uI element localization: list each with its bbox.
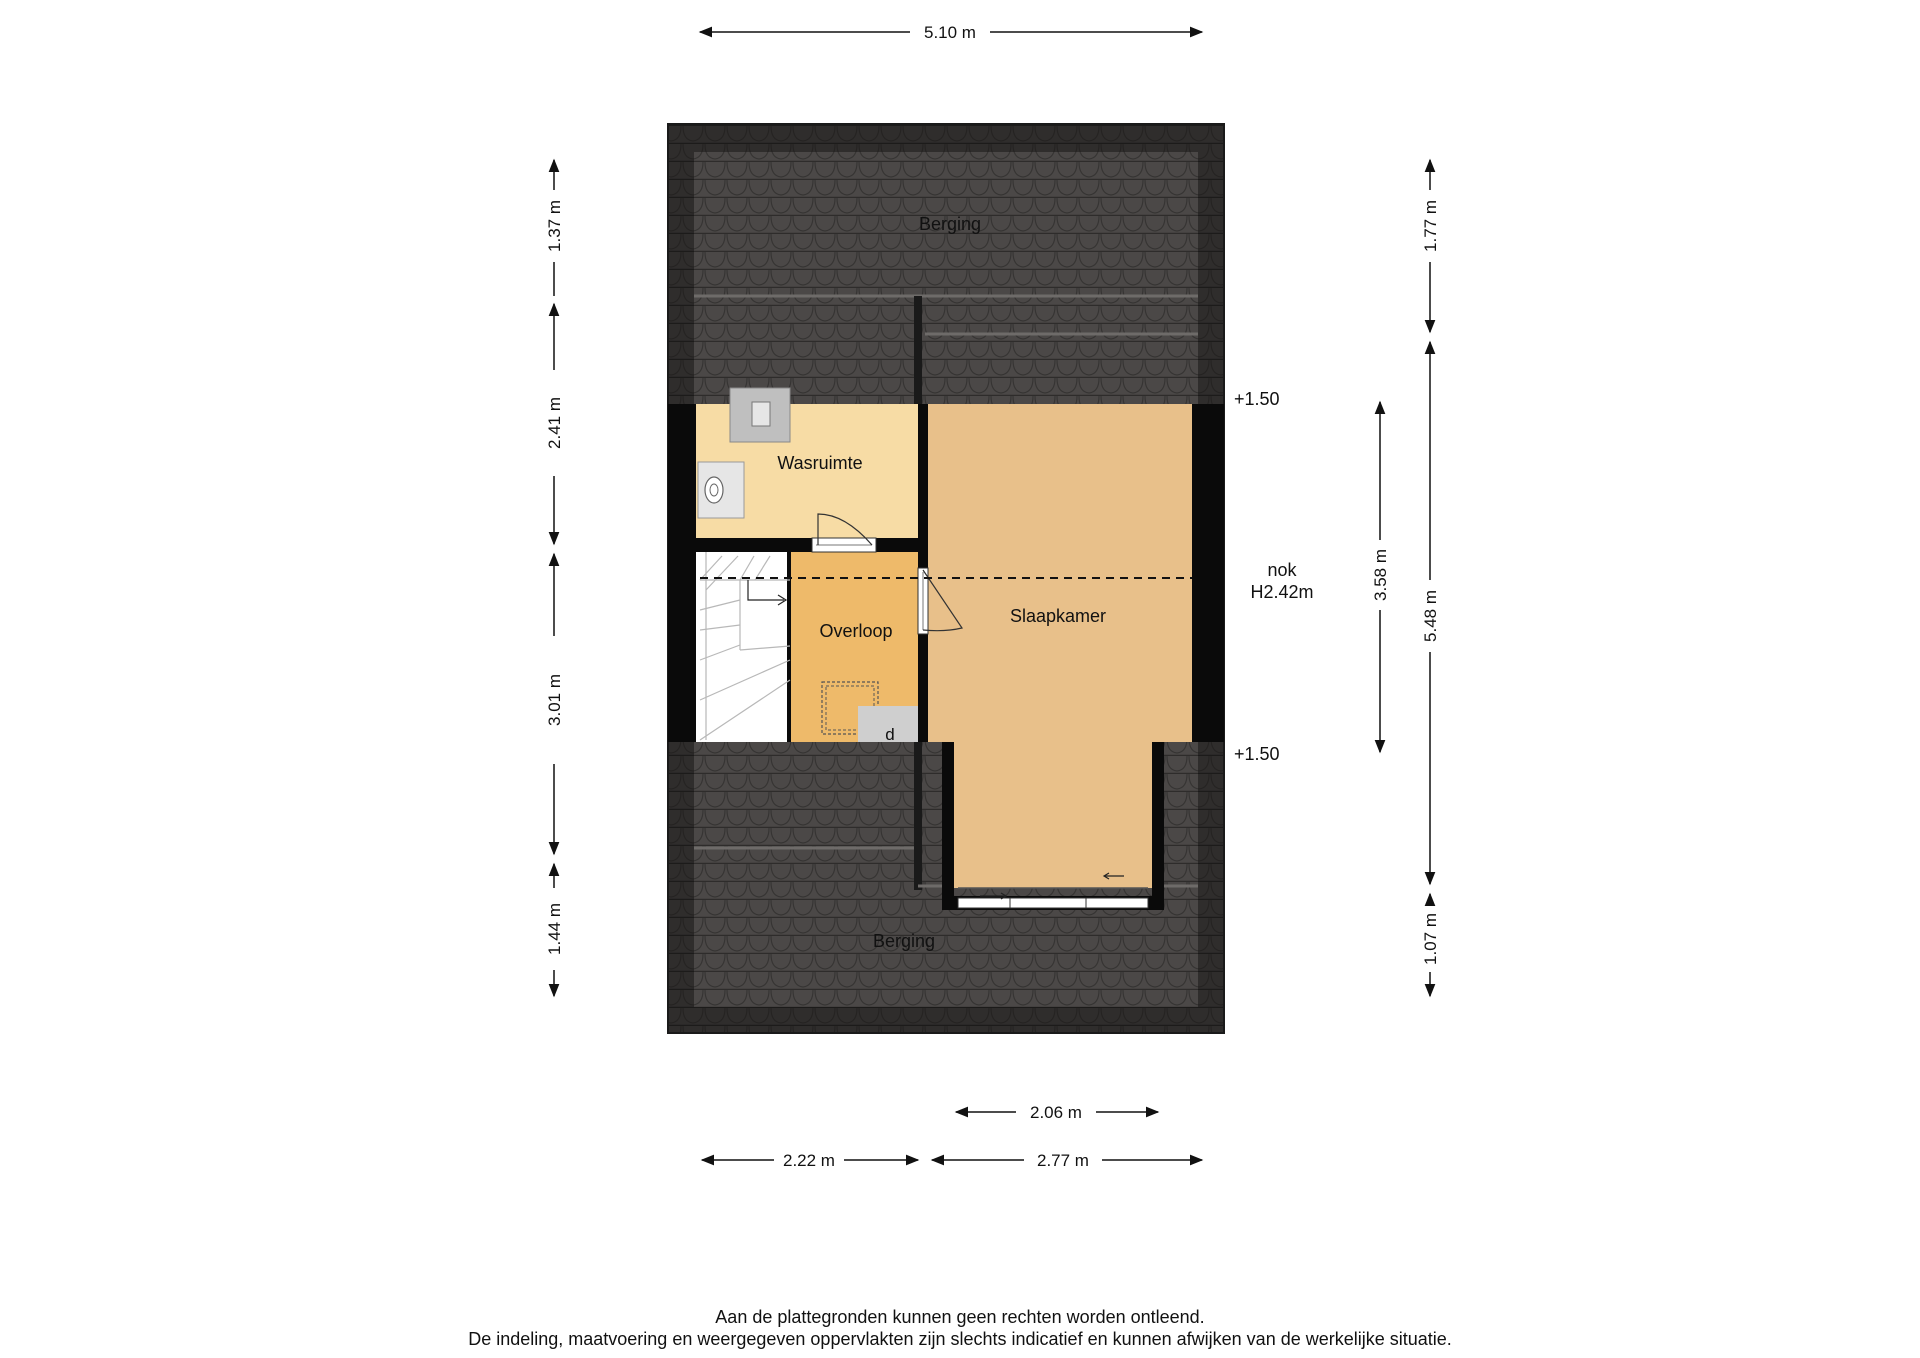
room-label-berging-bottom: Berging <box>872 931 936 951</box>
dim-bottom-window: 2.06 m <box>1030 1103 1082 1122</box>
dim-right-bottom: 1.07 m <box>1421 913 1440 965</box>
dim-left-4: 1.44 m <box>545 903 564 955</box>
nok-height: H2.42m <box>1250 582 1314 602</box>
room-label-slaapkamer: Slaapkamer <box>1009 606 1107 626</box>
right-wall <box>1192 404 1224 742</box>
room-label-wasruimte: Wasruimte <box>777 453 863 473</box>
dim-right-1: 1.77 m <box>1421 200 1440 252</box>
dim-left-3: 3.01 m <box>545 674 564 726</box>
room-label-overloop: Overloop <box>819 621 893 641</box>
nok-label: nok <box>1267 560 1297 580</box>
dim-left-1: 1.37 m <box>545 200 564 252</box>
dim-bottom-left: 2.22 m <box>783 1151 835 1170</box>
dim-top-width: 5.10 m <box>924 23 976 42</box>
toilet <box>698 462 744 518</box>
dim-right-total: 5.48 m <box>1421 590 1440 642</box>
dim-left-2: 2.41 m <box>545 397 564 449</box>
disclaimer-line-1: Aan de plattegronden kunnen geen rechten worden ontleend. <box>715 1307 1205 1327</box>
washing-machine <box>730 388 790 442</box>
disclaimer-line-2: De indeling, maatvoering en weergegeven oppervlakten zijn slechts indicatief en kunnen afwijken van de werkelijke situatie. <box>468 1329 1452 1349</box>
left-wall <box>668 404 696 742</box>
dim-right-inner: 3.58 m <box>1371 549 1390 601</box>
room-label-berging-top: Berging <box>918 214 982 234</box>
level-marker-bottom: +1.50 <box>1234 744 1280 764</box>
d-marker: d <box>885 725 895 744</box>
dim-bottom-right: 2.77 m <box>1037 1151 1089 1170</box>
level-marker-top: +1.50 <box>1234 389 1280 409</box>
